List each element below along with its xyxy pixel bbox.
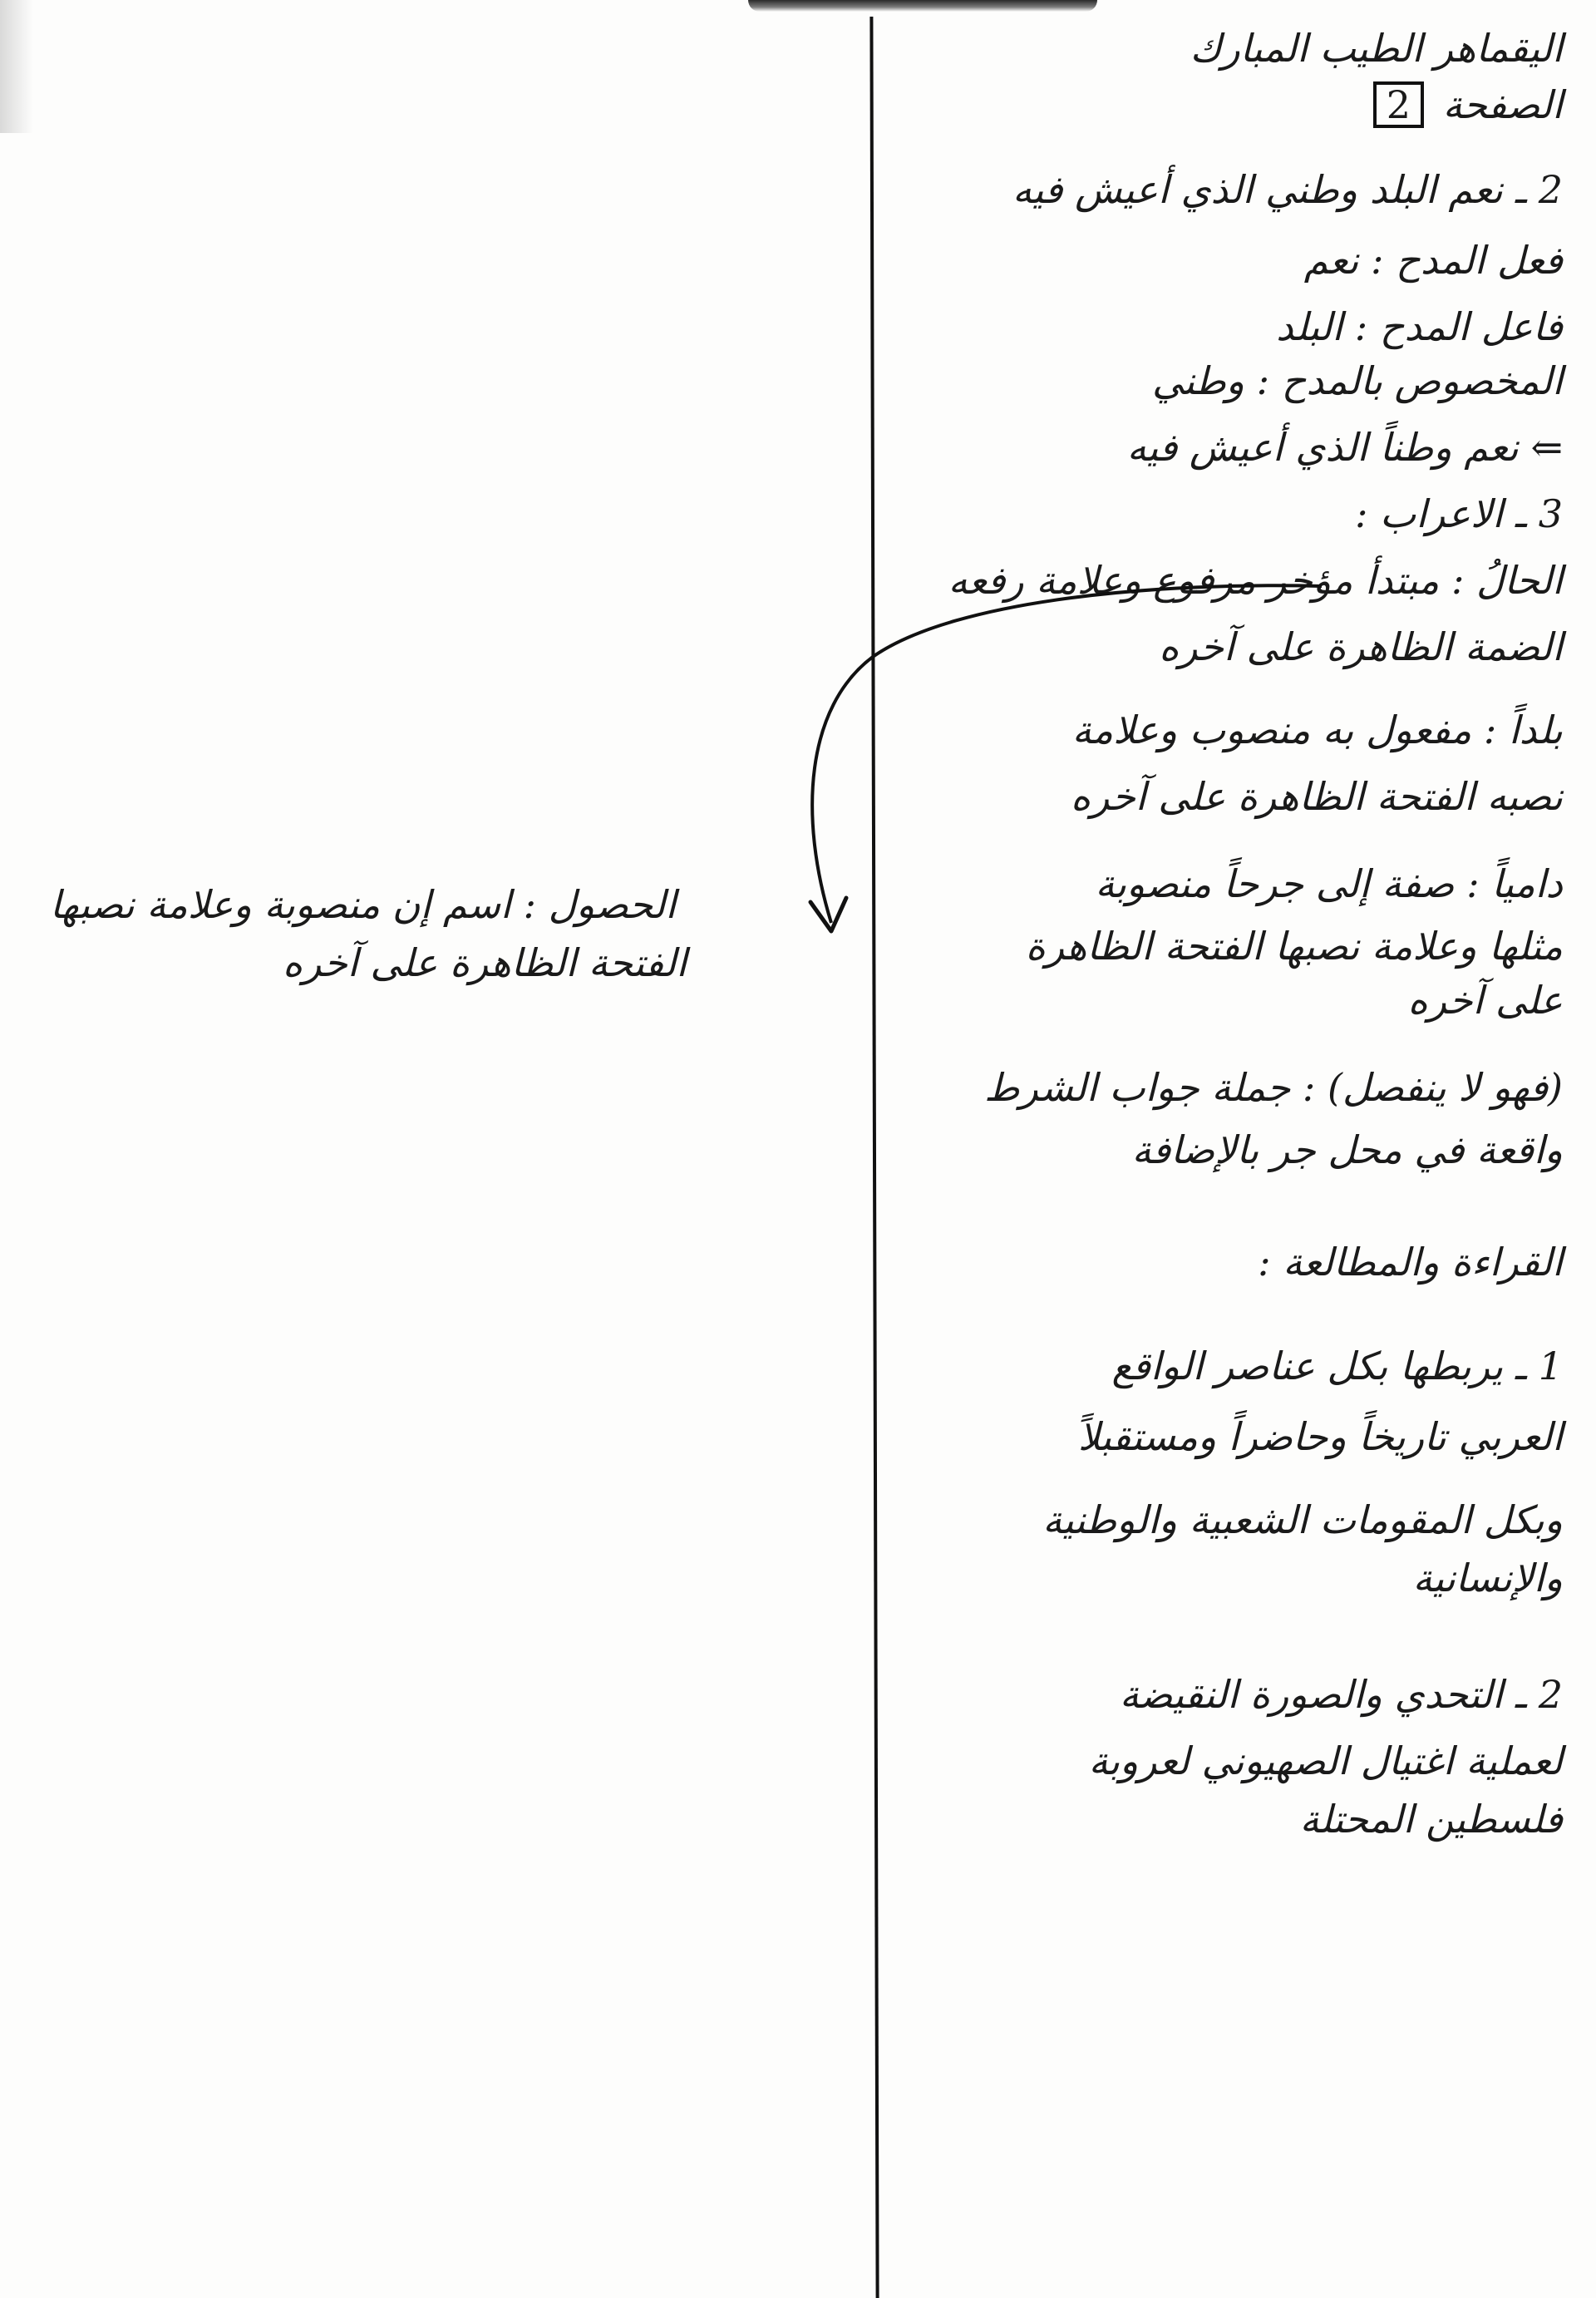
student-name: اليقماهر الطيب المبارك: [1190, 26, 1563, 71]
page-header: [1373, 81, 1563, 128]
q3-jumla-line-1: (فهو لا ينفصل) : جملة جواب الشرط: [984, 1065, 1563, 1110]
q3-dami-line-3: على آخره: [1407, 978, 1563, 1023]
column-divider: [869, 17, 879, 2298]
reading-1-line-1: 1 ـ يربطها بكل عناصر الواقع: [1111, 1344, 1563, 1388]
reading-2-line-3: فلسطين المحتلة: [1299, 1797, 1563, 1842]
q3-dami-line-1: دامياً : صفة إلى جرحاً منصوبة: [1095, 861, 1563, 906]
q3-dami-line-2: مثلها وعلامة نصبها الفتحة الظاهرة: [1025, 924, 1563, 969]
reading-2-line-1: 2 ـ التحدي والصورة النقيضة: [1119, 1672, 1563, 1717]
q2-answer: ⇐ نعم وطناً الذي أعيش فيه: [1126, 425, 1563, 470]
q3-hal-line-1: الحالُ : مبتدأ مؤخر مرفوع وعلامة رفعه: [948, 558, 1563, 603]
reading-1-line-3: وبكل المقومات الشعبية والوطنية: [1042, 1497, 1563, 1542]
q2-sentence: 2 ـ نعم البلد وطني الذي أعيش فيه: [1012, 167, 1563, 212]
husul-line-1: الحصول : اسم إن منصوبة وعلامة نصبها: [50, 882, 677, 927]
q3-hal-line-2: الضمة الظاهرة على آخره: [1159, 624, 1563, 669]
reading-heading: القراءة والمطالعة :: [1258, 1240, 1563, 1285]
reading-1-line-4: والإنسانية: [1412, 1556, 1563, 1600]
husul-line-2: الفتحة الظاهرة على آخره: [283, 940, 687, 985]
reading-2-line-2: لعملية اغتيال الصهيوني لعروبة: [1088, 1738, 1563, 1783]
page-number: 2: [1373, 81, 1424, 128]
page-label: الصفحة: [1442, 82, 1563, 127]
binding-shadow: [748, 0, 1097, 12]
q2-fa3il: فاعل المدح : البلد: [1276, 304, 1563, 349]
q2-makhsous: المخصوص بالمدح : وطني: [1151, 358, 1563, 403]
q3-heading: 3 ـ الاعراب :: [1354, 491, 1563, 536]
scan-shadow: [0, 0, 33, 133]
q2-fi3l: فعل المدح : نعم: [1303, 238, 1563, 283]
q3-jumla-line-2: واقعة في محل جر بالإضافة: [1131, 1127, 1563, 1172]
arrow-head: [810, 898, 846, 931]
q3-balad-line-1: بلداً : مفعول به منصوب وعلامة: [1071, 708, 1563, 752]
q3-balad-line-2: نصبه الفتحة الظاهرة على آخره: [1070, 774, 1563, 819]
reading-1-line-2: العربي تاريخاً وحاضراً ومستقبلاً: [1077, 1414, 1563, 1459]
